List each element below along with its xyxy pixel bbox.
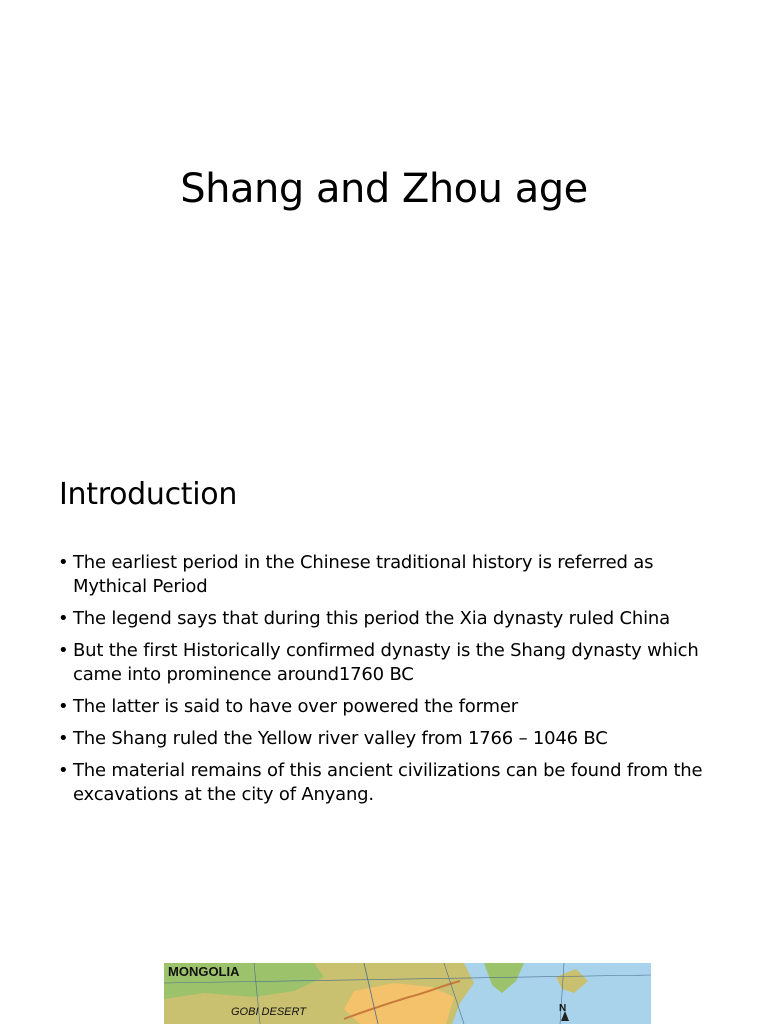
bullet-text: The legend says that during this period the Xia dynasty ruled China (73, 608, 670, 629)
slide-heading: Introduction (59, 477, 238, 512)
bullet-marker: • (58, 552, 69, 573)
bullet-text: But the first Historically confirmed dynasty is the Shang dynasty which came into prominence around1760 BC (73, 640, 699, 685)
map-label-gobi-desert: GOBI DESERT (231, 1006, 306, 1018)
bullet-item (58, 607, 728, 631)
ancient-china-map (164, 963, 651, 1024)
map-label-north: N (559, 1003, 567, 1014)
bullet-marker: • (58, 760, 69, 781)
introduction-slide (0, 432, 768, 912)
map-label-mongolia: MONGOLIA (168, 964, 240, 979)
bullet-item (58, 759, 728, 807)
bullet-text: The material remains of this ancient civilizations can be found from the excavations at the city of Anyang. (73, 760, 703, 805)
map-land-korea (484, 963, 524, 993)
bullet-marker: • (58, 728, 69, 749)
bullet-text: The Shang ruled the Yellow river valley from 1766 – 1046 BC (73, 728, 608, 749)
map-grid-line (559, 963, 567, 1024)
map-land-islands (556, 969, 588, 993)
map-slide (0, 912, 768, 1024)
bullet-item (58, 695, 728, 719)
bullet-item (58, 551, 728, 599)
bullet-marker: • (58, 608, 69, 629)
bullet-marker: • (58, 696, 69, 717)
title-slide (0, 0, 768, 432)
bullet-item (58, 727, 728, 751)
bullet-list (58, 551, 728, 815)
slide-title: Shang and Zhou age (180, 166, 588, 212)
bullet-marker: • (58, 640, 69, 661)
bullet-text: The earliest period in the Chinese traditional history is referred as Mythical Period (73, 552, 654, 597)
bullet-text: The latter is said to have over powered the former (73, 696, 518, 717)
bullet-item (58, 639, 728, 687)
